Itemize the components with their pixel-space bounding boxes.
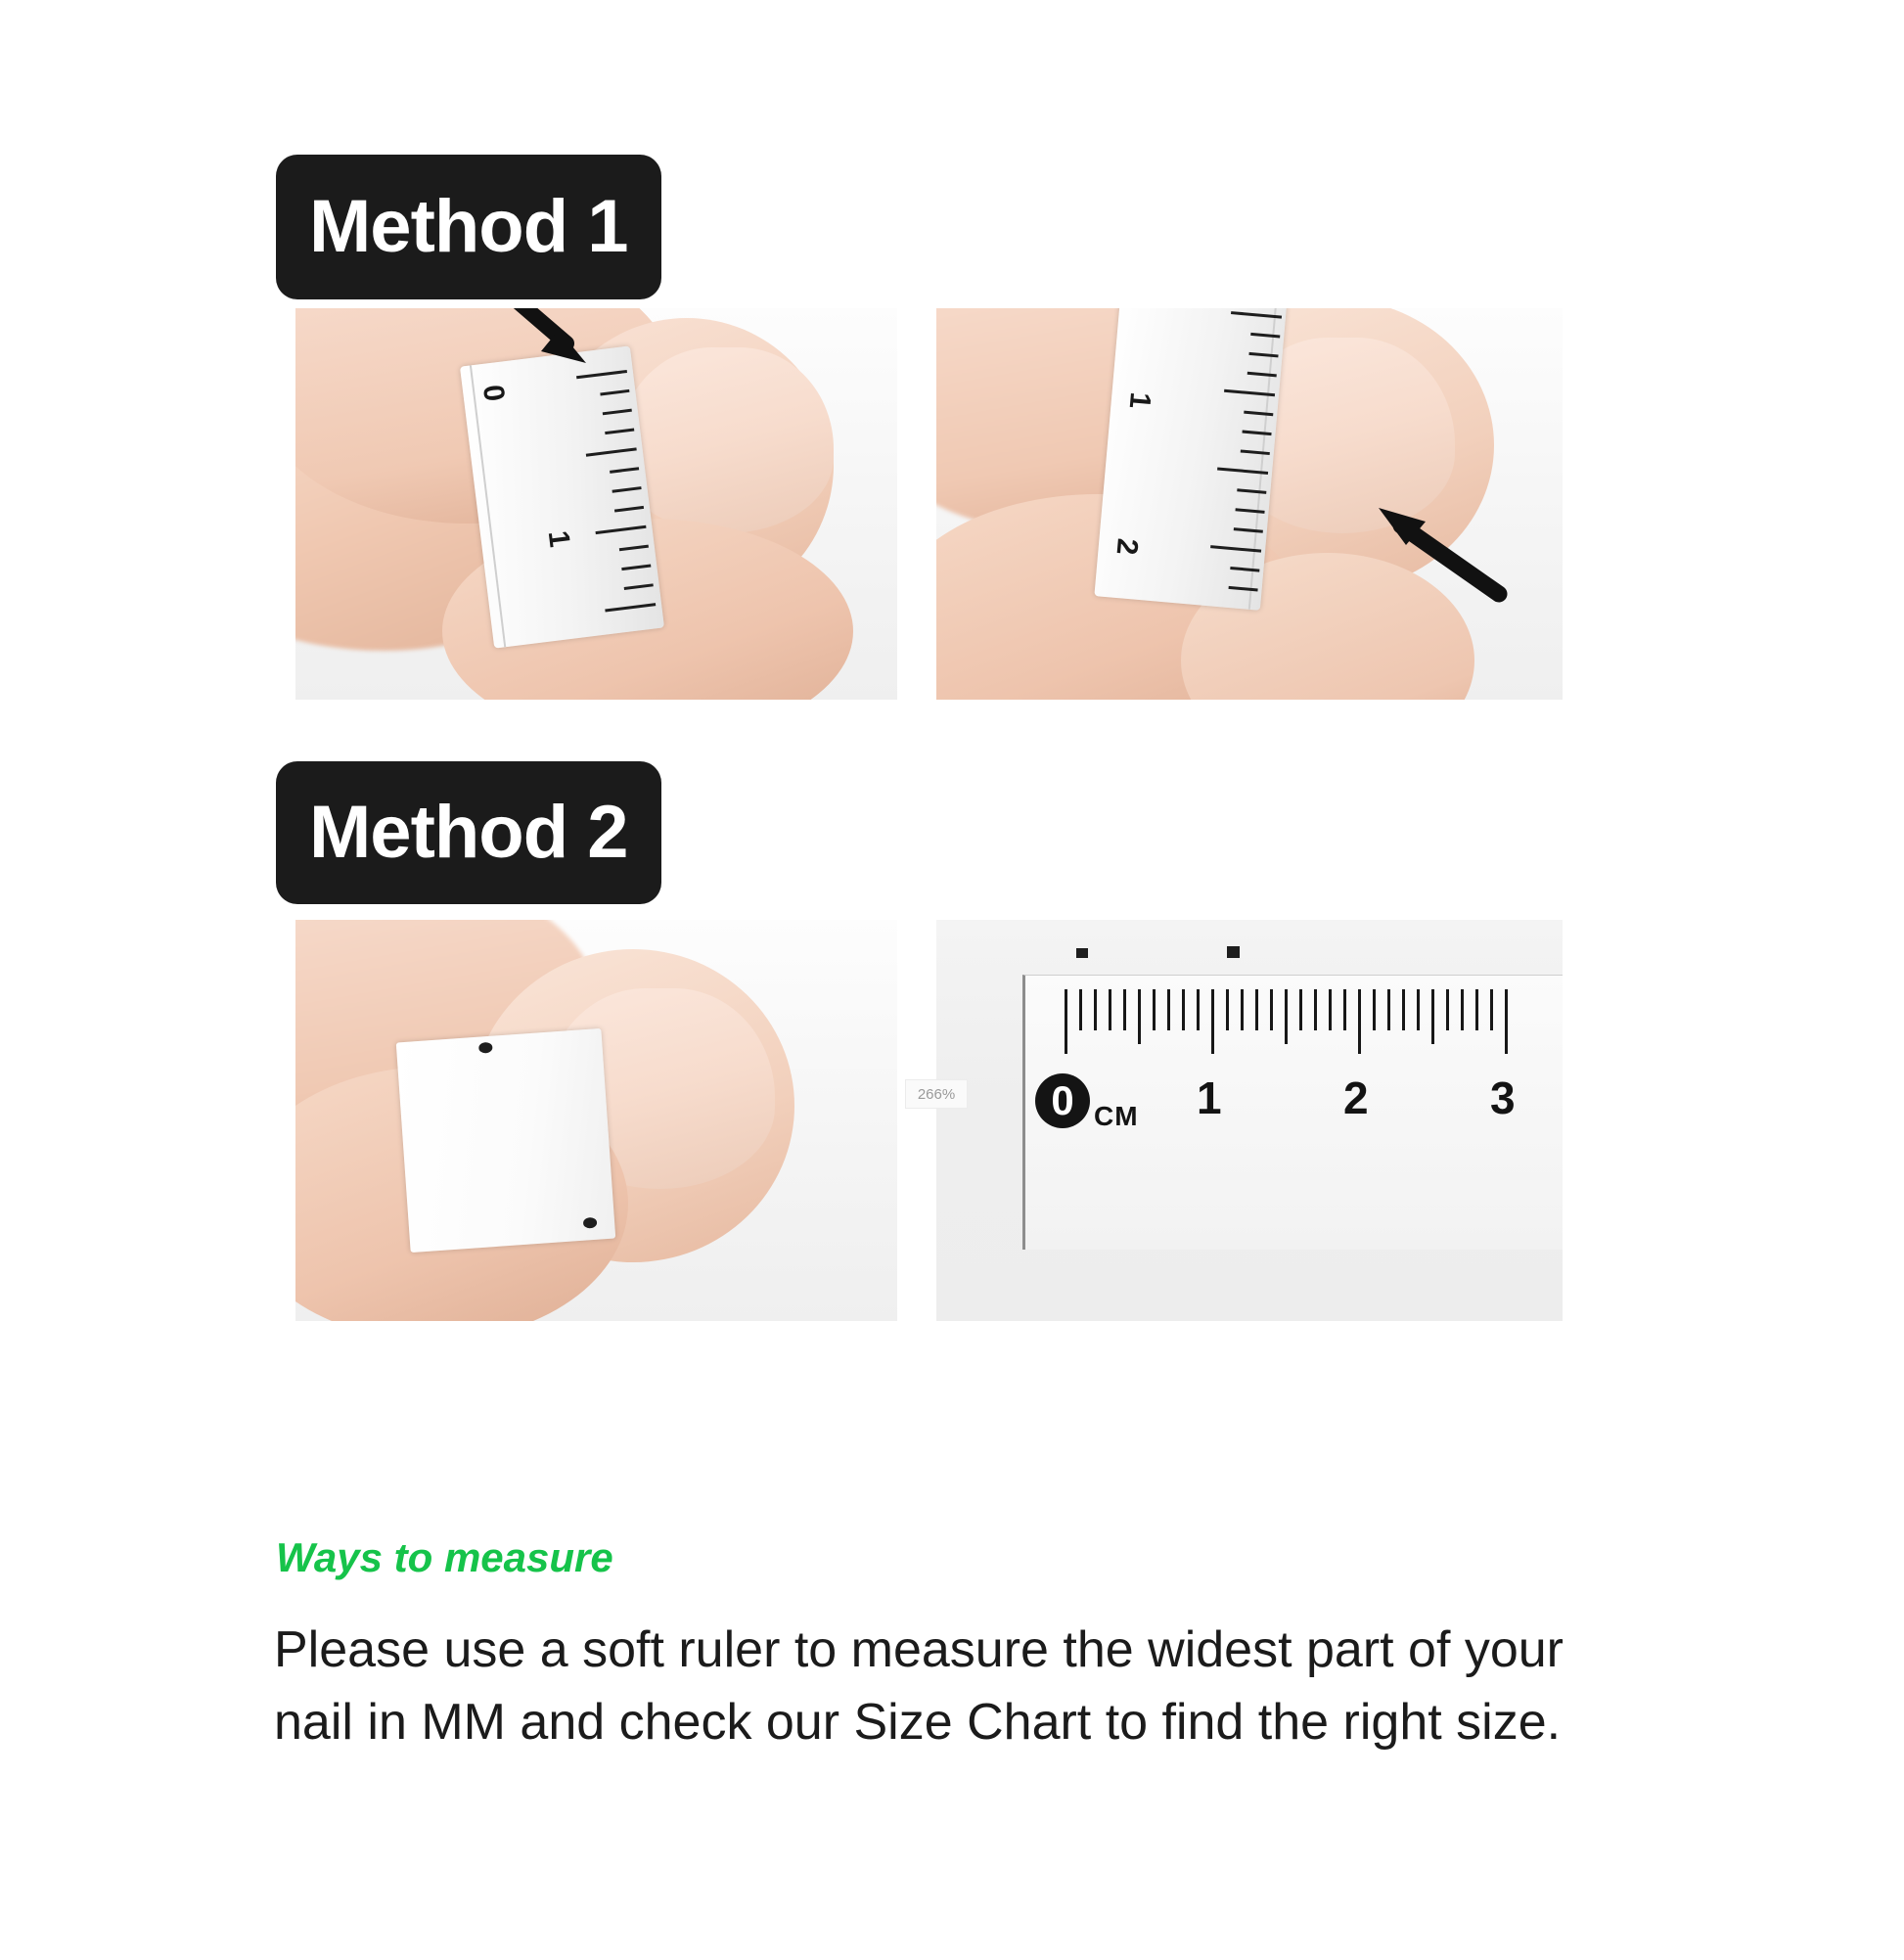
ruler-tick bbox=[1182, 989, 1185, 1030]
ruler-label-1: 1 bbox=[1197, 1072, 1222, 1123]
fingernail bbox=[618, 347, 834, 533]
tape-tick bbox=[1248, 352, 1278, 358]
tape-tick bbox=[1247, 372, 1277, 378]
tape-tick bbox=[605, 603, 656, 612]
ruler-tick bbox=[1387, 989, 1390, 1030]
tape-tick bbox=[1234, 527, 1263, 533]
tape-tick bbox=[605, 429, 634, 435]
tape-measure-band bbox=[1094, 308, 1287, 611]
method-1-photo-left bbox=[295, 308, 897, 700]
ruler-tick bbox=[1153, 989, 1156, 1030]
ruler-tick-major bbox=[1211, 989, 1214, 1054]
ruler-tick-mid bbox=[1285, 989, 1288, 1044]
method-2-photo-right bbox=[936, 920, 1563, 1321]
ruler-tick bbox=[1461, 989, 1464, 1030]
ruler-tick bbox=[1226, 989, 1229, 1030]
ruler-tick bbox=[1094, 989, 1097, 1030]
tape-number: 1 bbox=[1122, 390, 1156, 411]
ruler-tick bbox=[1490, 989, 1493, 1030]
pointer-arrow-icon bbox=[457, 308, 613, 387]
ruler-unit-label: CM bbox=[1094, 1101, 1139, 1131]
strip-mark-top bbox=[478, 1042, 493, 1054]
ruler-tick bbox=[1475, 989, 1478, 1030]
method-2-label bbox=[276, 761, 661, 904]
paper-strip bbox=[396, 1028, 615, 1253]
tape-tick bbox=[614, 506, 644, 513]
ruler-tick-major bbox=[1358, 989, 1361, 1054]
ruler-tick-major bbox=[1505, 989, 1508, 1054]
tape-tick bbox=[624, 583, 654, 590]
ruler-tick bbox=[1314, 989, 1317, 1030]
tape-tick bbox=[612, 486, 641, 493]
ruler-tick bbox=[1343, 989, 1346, 1030]
ruler-tick bbox=[1446, 989, 1449, 1030]
tape-tick bbox=[1237, 488, 1266, 494]
measure-mark-left bbox=[1076, 948, 1088, 958]
tape-tick bbox=[1241, 449, 1270, 455]
ruler-tick bbox=[1270, 989, 1273, 1030]
tape-number: 1 bbox=[541, 528, 576, 550]
method-2-label-text: Method 2 bbox=[309, 791, 628, 874]
tape-tick bbox=[1242, 431, 1271, 436]
ruler-label-3: 3 bbox=[1490, 1072, 1516, 1123]
pointer-arrow-icon bbox=[1328, 484, 1514, 612]
ruler-tick-mid bbox=[1138, 989, 1141, 1044]
ruler bbox=[1022, 975, 1563, 1250]
tape-tick bbox=[586, 447, 637, 456]
tape-tick bbox=[596, 525, 647, 534]
ruler-tick bbox=[1167, 989, 1170, 1030]
tape-tick bbox=[1250, 333, 1280, 339]
ruler-tick bbox=[1255, 989, 1258, 1030]
tape-number: 0 bbox=[476, 383, 511, 404]
tape-tick bbox=[610, 467, 639, 474]
tape-tick bbox=[600, 389, 629, 396]
tape-tick bbox=[621, 564, 651, 570]
ruler-tick bbox=[1241, 989, 1244, 1030]
ruler-tick bbox=[1417, 989, 1420, 1030]
ruler-tick-major bbox=[1065, 989, 1067, 1054]
tape-number: 2 bbox=[1110, 536, 1144, 557]
ruler-tick-mid bbox=[1431, 989, 1434, 1044]
ruler-label-2: 2 bbox=[1343, 1072, 1369, 1123]
tape-tick bbox=[1229, 586, 1258, 592]
method-2-photo-left bbox=[295, 920, 897, 1321]
tape-tick bbox=[1235, 508, 1264, 514]
ruler-tick bbox=[1329, 989, 1332, 1030]
zoom-level-badge: 266% bbox=[905, 1079, 968, 1109]
ruler-tick bbox=[1109, 989, 1111, 1030]
ruler-zero-badge: 0 bbox=[1035, 1073, 1090, 1128]
ruler-tick bbox=[1197, 989, 1200, 1030]
ruler-tick bbox=[1402, 989, 1405, 1030]
ruler-tick bbox=[1123, 989, 1126, 1030]
tape-tick bbox=[1230, 567, 1259, 572]
strip-mark-bottom bbox=[583, 1217, 598, 1229]
method-1-label bbox=[276, 155, 661, 299]
measure-mark-right bbox=[1227, 946, 1240, 958]
measure-instructions-paragraph: Please use a soft ruler to measure the widest part of your nail in MM and check our Size Chart to find the right size. bbox=[274, 1621, 1564, 1751]
ruler-tick bbox=[1299, 989, 1302, 1030]
method-1-label-text: Method 1 bbox=[309, 185, 628, 268]
ruler-tick bbox=[1373, 989, 1376, 1030]
ruler-tick bbox=[1079, 989, 1082, 1030]
tape-measure-band bbox=[460, 345, 664, 648]
tape-tick bbox=[1244, 411, 1273, 417]
tape-tick bbox=[603, 409, 632, 416]
ways-to-measure-heading: Ways to measure bbox=[276, 1534, 613, 1580]
tape-tick bbox=[619, 545, 649, 552]
method-1-photo-right bbox=[936, 308, 1563, 700]
